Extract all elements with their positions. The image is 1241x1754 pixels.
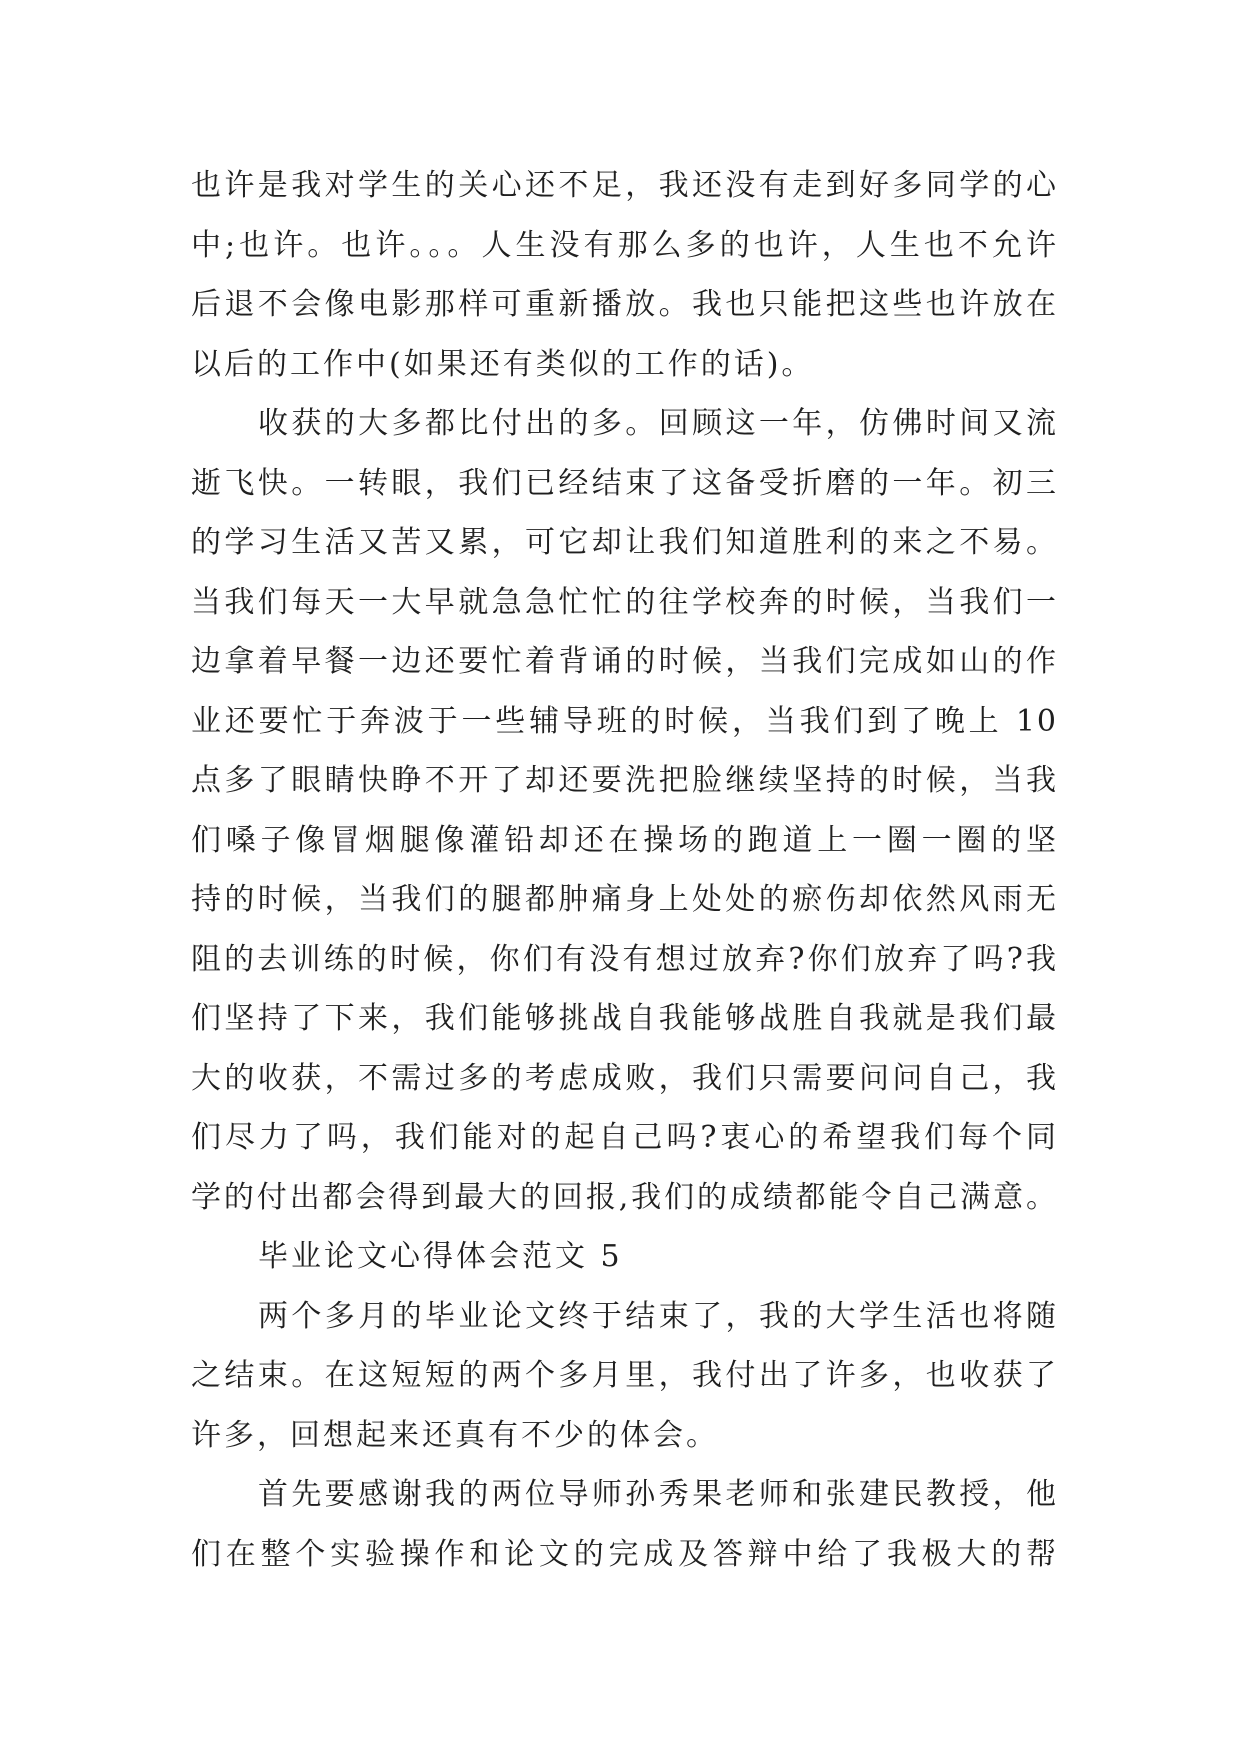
section-heading: 毕业论文心得体会范文 5 xyxy=(258,1239,623,1274)
text-line: 首先要感谢我的两位导师孙秀果老师和张建民教授，他 xyxy=(258,1477,1058,1512)
document-body xyxy=(191,156,1058,1584)
text-line: 中;也许。也许。。。人生没有那么多的也许，人生也不允许 xyxy=(191,227,1058,263)
text-line: 的学习生活又苦又累，可它却让我们知道胜利的来之不易。 xyxy=(191,525,1058,560)
text-line: 大的收获，不需过多的考虑成败，我们只需要问问自己，我 xyxy=(191,1060,1058,1096)
text-line: 以后的工作中(如果还有类似的工作的话)。 xyxy=(191,346,815,382)
text-line: 们在整个实验操作和论文的完成及答辩中给了我极大的帮 xyxy=(191,1536,1058,1572)
text-line: 后退不会像电影那样可重新播放。我也只能把这些也许放在 xyxy=(191,287,1058,322)
text-line: 业还要忙于奔波于一些辅导班的时候，当我们到了晚上 10 xyxy=(191,703,1058,739)
text-line: 们尽力了吗，我们能对的起自己吗?衷心的希望我们每个同 xyxy=(191,1120,1058,1155)
paragraph xyxy=(191,1465,1058,1584)
text-line: 点多了眼睛快睁不开了却还要洗把脸继续坚持的时候，当我 xyxy=(191,763,1058,798)
text-line: 逝飞快。一转眼，我们已经结束了这备受折磨的一年。初三 xyxy=(191,465,1058,501)
text-line: 两个多月的毕业论文终于结束了，我的大学生活也将随 xyxy=(258,1298,1058,1334)
text-line: 之结束。在这短短的两个多月里，我付出了许多，也收获了 xyxy=(191,1358,1058,1393)
text-line: 收获的大多都比付出的多。回顾这一年，仿佛时间又流 xyxy=(258,406,1058,441)
text-line: 们嗓子像冒烟腿像灌铅却还在操场的跑道上一圈一圈的坚 xyxy=(191,822,1058,858)
section-heading-block xyxy=(191,1227,1058,1287)
text-line: 许多，回想起来还真有不少的体会。 xyxy=(191,1417,719,1453)
paragraph xyxy=(191,1287,1058,1466)
paragraph xyxy=(191,394,1058,1227)
text-line: 边拿着早餐一边还要忙着背诵的时候，当我们完成如山的作 xyxy=(191,644,1058,679)
text-line: 学的付出都会得到最大的回报,我们的成绩都能令自己满意。 xyxy=(191,1179,1058,1215)
text-line: 们坚持了下来，我们能够挑战自我能够战胜自我就是我们最 xyxy=(191,1001,1058,1036)
text-line: 阻的去训练的时候，你们有没有想过放弃?你们放弃了吗?我 xyxy=(191,941,1058,977)
text-line: 当我们每天一大早就急急忙忙的往学校奔的时候，当我们一 xyxy=(191,584,1058,620)
paragraph xyxy=(191,156,1058,394)
text-line: 持的时候，当我们的腿都肿痛身上处处的瘀伤却依然风雨无 xyxy=(191,882,1058,917)
text-line: 也许是我对学生的关心还不足，我还没有走到好多同学的心 xyxy=(191,168,1058,203)
